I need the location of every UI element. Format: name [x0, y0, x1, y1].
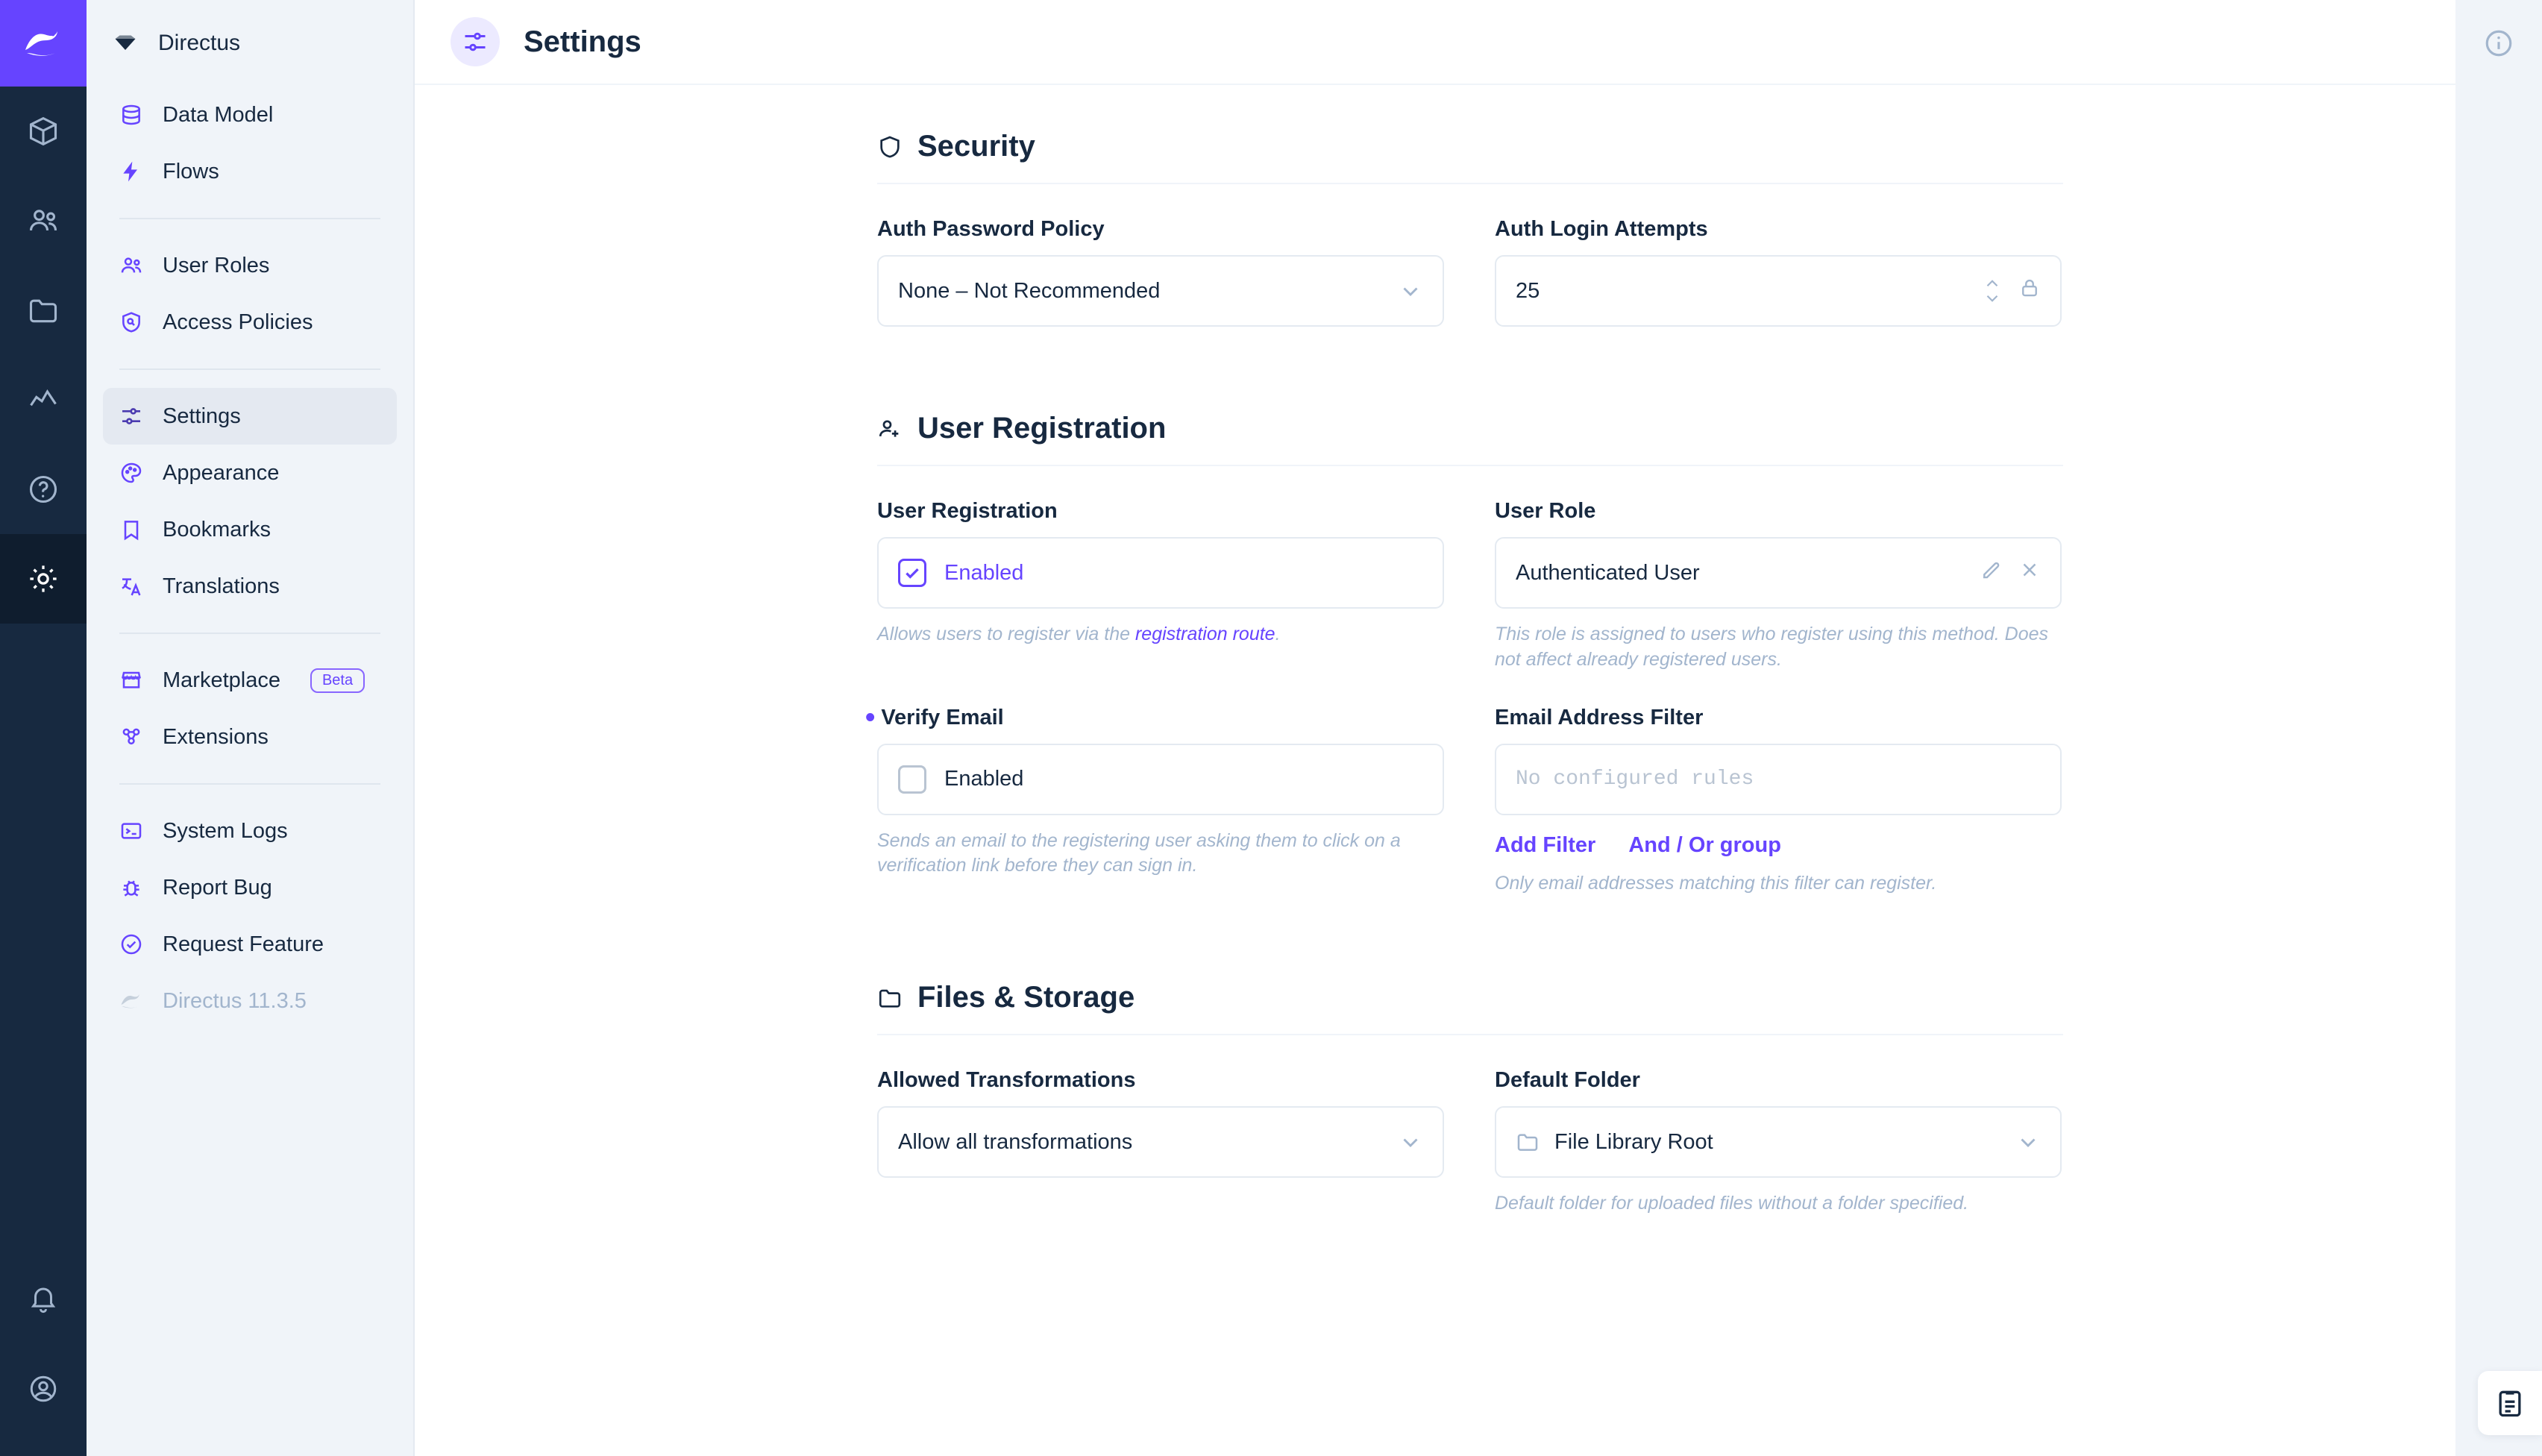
docs-module[interactable]: [0, 445, 87, 534]
sidebar-item-label: System Logs: [163, 818, 288, 843]
divider: [119, 783, 380, 785]
module-bar: [0, 0, 87, 1456]
input-value: 25: [1516, 278, 1540, 303]
security-row: [877, 217, 2063, 327]
sidebar-item-label: Data Model: [163, 102, 274, 127]
auth-password-policy-select[interactable]: [877, 255, 1444, 327]
tune-icon: [119, 404, 145, 428]
section-title-label: User Registration: [917, 412, 1167, 445]
divider: [119, 633, 380, 634]
tune-icon: [451, 17, 500, 66]
default-folder-hint: Default folder for uploaded files without a folder specified.: [1495, 1193, 1969, 1214]
chevron-down-icon: [1398, 1129, 1423, 1155]
selected-value: None – Not Recommended: [898, 278, 1161, 303]
sidebar-item-flows[interactable]: [103, 143, 397, 200]
sidebar-item-data-model[interactable]: [103, 87, 397, 143]
settings-page: [415, 0, 2542, 1456]
close-icon[interactable]: [2018, 559, 2041, 587]
sidebar-item-label: User Roles: [163, 253, 270, 277]
insights-module[interactable]: [0, 355, 87, 445]
field-label: Default Folder: [1495, 1068, 1640, 1093]
group-icon: [119, 254, 145, 277]
filter-placeholder: No configured rules: [1516, 768, 1754, 791]
divider: [119, 218, 380, 219]
default-folder-select[interactable]: [1495, 1106, 2062, 1178]
folder-icon: [1516, 1130, 1540, 1154]
user-account-button[interactable]: [0, 1344, 87, 1434]
sidebar-item-system-logs[interactable]: [103, 803, 397, 859]
lock-icon: [2018, 277, 2041, 305]
checkbox-label: Enabled: [944, 560, 1024, 585]
sidebar-item-marketplace[interactable]: [103, 652, 397, 709]
database-icon: [119, 103, 145, 127]
policy-icon: [119, 310, 145, 334]
checkbox-label: Enabled: [944, 767, 1024, 791]
sidebar-item-appearance[interactable]: [103, 445, 397, 501]
sidebar-item-label: Flows: [163, 159, 219, 183]
main-area: [415, 0, 2542, 1456]
field-label: Auth Password Policy: [877, 217, 1105, 241]
sidebar-item-report-bug[interactable]: [103, 859, 397, 916]
directus-rabbit-small-icon: [119, 991, 145, 1011]
sidebar-item-user-roles[interactable]: [103, 237, 397, 294]
bookmark-icon: [119, 518, 145, 542]
add-filter-button[interactable]: Add Filter: [1495, 832, 1596, 857]
diamond-icon: [112, 30, 139, 57]
version-label: Directus 11.3.5: [163, 988, 307, 1013]
bug-icon: [119, 876, 145, 900]
field-user-registration: [877, 499, 1444, 673]
field-allowed-transformations: [877, 1068, 1444, 1217]
sidebar-item-label: Appearance: [163, 460, 280, 485]
terminal-icon: [119, 819, 145, 843]
project-name: Directus: [158, 31, 241, 55]
sidebar: [87, 0, 415, 1456]
info-circle-icon[interactable]: [2455, 0, 2542, 87]
project-header[interactable]: [87, 0, 413, 87]
sidebar-item-extensions[interactable]: [103, 709, 397, 765]
sidebar-item-bookmarks[interactable]: [103, 501, 397, 558]
field-verify-email: [865, 702, 1444, 897]
email-filter-hint: Only email addresses matching this filter can register.: [1495, 872, 1937, 894]
user-registration-row: [877, 499, 2063, 673]
section-title-label: Security: [917, 130, 1035, 163]
sidebar-version: [103, 973, 397, 1029]
storefront-icon: [119, 668, 145, 692]
sidebar-item-label: Report Bug: [163, 875, 272, 900]
hint-text-after: .: [1275, 624, 1281, 644]
registration-route-link[interactable]: registration route: [1135, 624, 1275, 644]
extension-icon: [119, 725, 145, 749]
auth-login-attempts-input[interactable]: [1495, 255, 2062, 327]
divider: [119, 368, 380, 370]
quantity-stepper[interactable]: [1983, 277, 2002, 305]
sidebar-item-label: Settings: [163, 404, 241, 428]
chevron-down-icon: [2015, 1129, 2041, 1155]
shield-icon: [877, 134, 903, 160]
sidebar-nav: [87, 87, 413, 1029]
sidebar-item-label: Marketplace: [163, 668, 280, 692]
field-email-address-filter: [1495, 706, 2062, 897]
allowed-transformations-select[interactable]: [877, 1106, 1444, 1178]
settings-module[interactable]: [0, 534, 87, 624]
user-role-select[interactable]: [1495, 537, 2062, 609]
verify-email-hint: Sends an email to the registering user asking them to click on a verification link before they can sign in.: [877, 829, 1401, 876]
sidebar-item-request-feature[interactable]: [103, 916, 397, 973]
checkbox-checked-icon: [898, 559, 926, 587]
field-label: Auth Login Attempts: [1495, 217, 1708, 241]
files-storage-row: [877, 1068, 2063, 1217]
field-user-role: [1495, 499, 2062, 673]
person-add-icon: [877, 416, 903, 442]
files-module[interactable]: [0, 266, 87, 355]
field-label: Allowed Transformations: [877, 1068, 1136, 1093]
section-user-registration: [877, 412, 2063, 466]
section-security: [877, 130, 2063, 184]
sidebar-item-label: Access Policies: [163, 310, 313, 334]
settings-form: [415, 85, 2542, 1217]
sidebar-item-label: Request Feature: [163, 932, 324, 956]
chevron-down-icon: [1398, 278, 1423, 304]
verify-email-row: [865, 702, 2063, 897]
verify-email-checkbox[interactable]: [877, 744, 1444, 815]
selected-value: Authenticated User: [1516, 560, 1700, 585]
email-filter-input[interactable]: [1495, 744, 2062, 815]
notifications-button[interactable]: [0, 1255, 87, 1344]
pencil-icon[interactable]: [1980, 559, 2002, 587]
beta-badge: Beta: [310, 668, 365, 693]
field-default-folder: [1495, 1068, 2062, 1217]
filter-actions: [1495, 833, 2062, 858]
field-label: User Role: [1495, 499, 1596, 523]
field-label: Email Address Filter: [1495, 705, 1704, 729]
field-label: User Registration: [877, 499, 1058, 523]
users-module[interactable]: [0, 176, 87, 266]
user-role-hint: This role is assigned to users who register using this method. Does not affect already registered users.: [1495, 624, 2049, 670]
page-title: Settings: [524, 25, 641, 58]
user-registration-hint: [877, 622, 1444, 647]
field-auth-password-policy: [877, 217, 1444, 327]
field-auth-login-attempts: [1495, 217, 2062, 327]
content-module[interactable]: [0, 87, 87, 176]
sidebar-item-label: Bookmarks: [163, 517, 272, 542]
field-label-text: Verify Email: [881, 705, 1004, 729]
field-label: • Verify Email: [865, 702, 1004, 733]
sidebar-item-settings[interactable]: [103, 388, 397, 445]
translate-icon: [119, 574, 145, 598]
page-header: [415, 0, 2542, 85]
sidebar-item-label: Extensions: [163, 724, 269, 749]
right-sidebar: [2455, 0, 2542, 1456]
directus-logo[interactable]: [0, 0, 87, 87]
sidebar-item-label: Translations: [163, 574, 280, 598]
section-files-storage: [877, 981, 2063, 1035]
section-title-label: Files & Storage: [917, 981, 1135, 1014]
bolt-icon: [119, 160, 145, 183]
selected-value: File Library Root: [1554, 1129, 1713, 1154]
check-badge-icon: [119, 932, 145, 956]
sidebar-item-access-policies[interactable]: [103, 294, 397, 351]
palette-icon: [119, 461, 145, 485]
selected-value: Allow all transformations: [898, 1129, 1133, 1154]
hint-text-before: Allows users to register via the: [877, 624, 1135, 644]
clipboard-icon[interactable]: [2478, 1371, 2542, 1435]
sidebar-item-translations[interactable]: [103, 558, 397, 615]
folder-icon: [877, 985, 903, 1011]
and-or-group-button[interactable]: And / Or group: [1628, 832, 1781, 857]
checkbox-unchecked-icon: [898, 765, 926, 794]
user-registration-checkbox[interactable]: [877, 537, 1444, 609]
